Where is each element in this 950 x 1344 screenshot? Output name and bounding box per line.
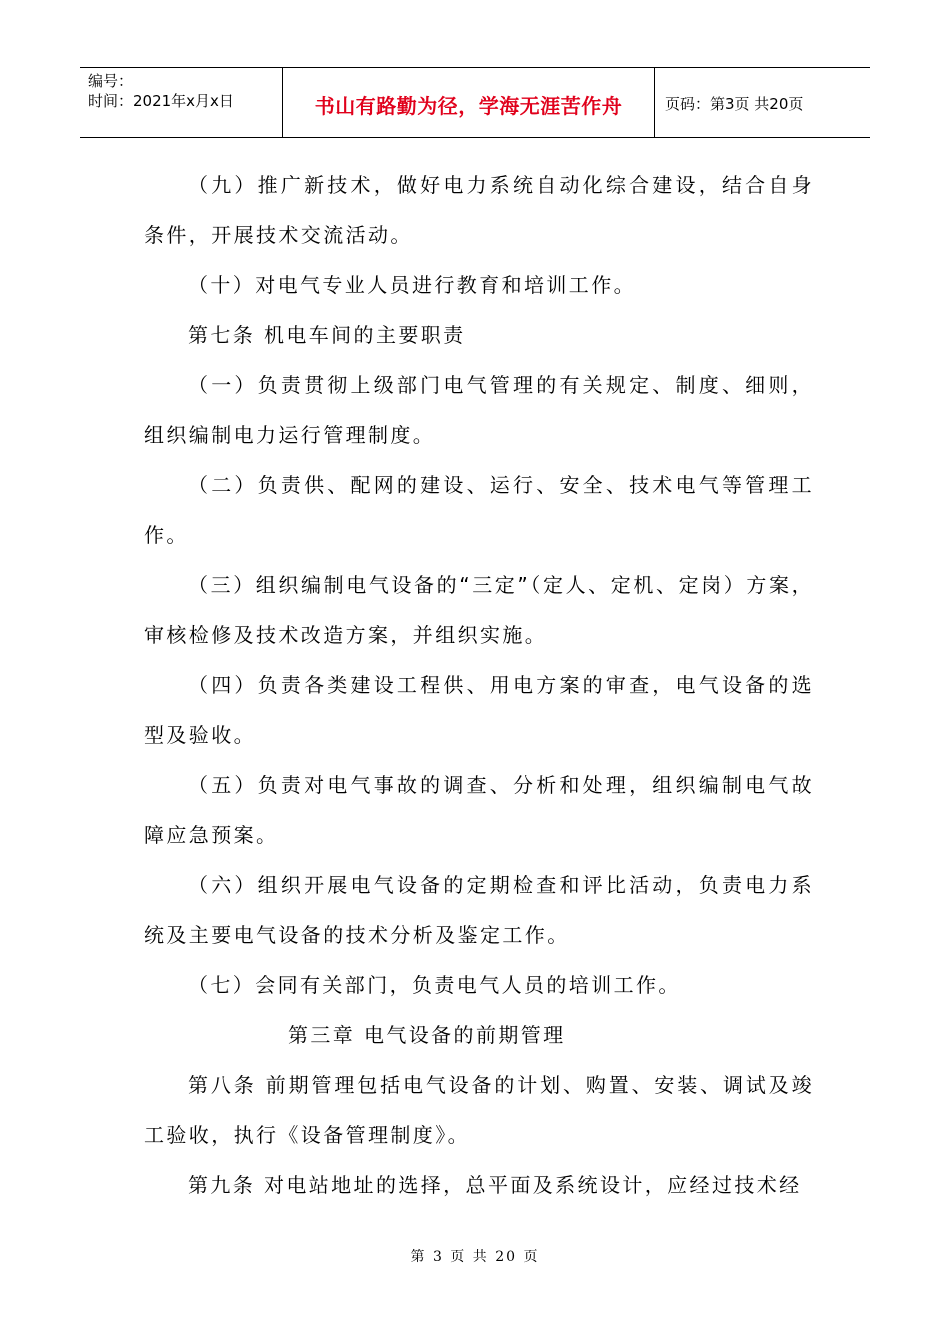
header-motto: 书山有路勤为径，学海无涯苦作舟: [314, 94, 623, 118]
header-divider: [654, 68, 655, 137]
header-page-label: 页码：第3页 共20页: [665, 95, 804, 113]
article-7-heading: 第七条 机电车间的主要职责: [188, 323, 466, 347]
header-number-label: 编号：: [88, 72, 134, 90]
paragraph-item-9: （九）推广新技术，做好电力系统自动化综合建设，结合自身条件，开展技术交流活动。: [144, 173, 814, 247]
paragraph-item-7: （七）会同有关部门，负责电气人员的培训工作。: [188, 973, 681, 997]
page-footer: 第 3 页 共 20 页: [410, 1249, 540, 1265]
article-9: 第九条 对电站地址的选择，总平面及系统设计，应经过技术经: [188, 1173, 802, 1197]
document-body: [144, 160, 814, 1210]
chapter-title: 第三章 电气设备的前期管理: [288, 1023, 566, 1047]
paragraph-item-6: （六）组织开展电气设备的定期检查和评比活动，负责电力系统及主要电气设备的技术分析及鉴定工作。: [144, 873, 814, 947]
page-header: [80, 67, 870, 138]
header-time-label: 时间：2021年x月x日: [88, 92, 234, 110]
article-8: 第八条 前期管理包括电气设备的计划、购置、安装、调试及竣工验收，执行《设备管理制度》。: [144, 1073, 814, 1147]
paragraph-item-4: （四）负责各类建设工程供、用电方案的审查，电气设备的选型及验收。: [144, 673, 814, 747]
paragraph-item-10: （十）对电气专业人员进行教育和培训工作。: [188, 273, 636, 297]
paragraph-item-3: （三）组织编制电气设备的“三定”（定人、定机、定岗）方案，审核检修及技术改造方案，并组织实施。: [144, 573, 814, 647]
paragraph-item-5: （五）负责对电气事故的调查、分析和处理，组织编制电气故障应急预案。: [144, 773, 814, 847]
header-meta: [88, 71, 234, 111]
paragraph-item-2: （二）负责供、配网的建设、运行、安全、技术电气等管理工作。: [144, 473, 814, 547]
paragraph-item-1: （一）负责贯彻上级部门电气管理的有关规定、制度、细则，组织编制电力运行管理制度。: [144, 373, 814, 447]
